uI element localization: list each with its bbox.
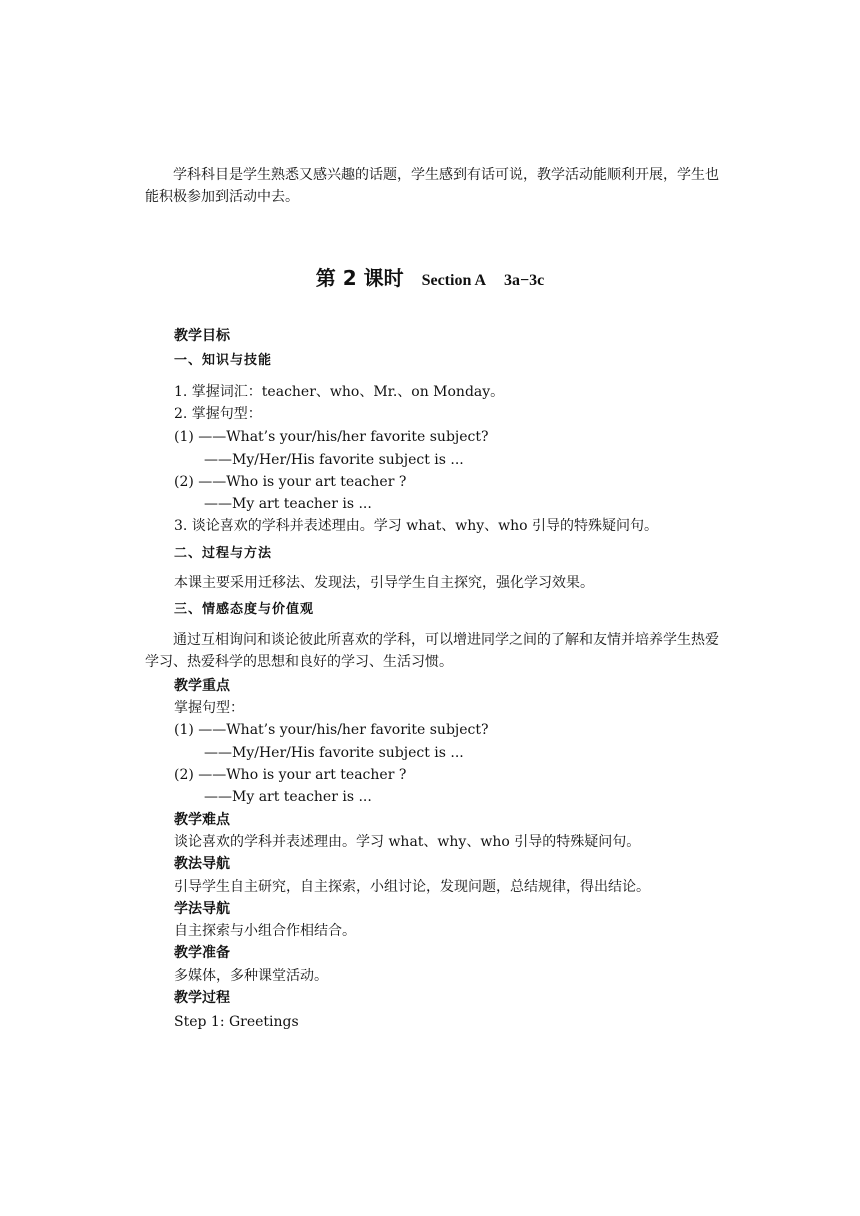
intro-text: 学科科目是学生熟悉又感兴趣的话题，学生感到有话可说，教学活动能顺利开展，学生也能积极参加到活动中去。 [145, 167, 719, 205]
sentence-2a: (2) ——Who is your art teacher ? [174, 474, 407, 490]
process-step1: Step 1: Greetings [174, 1014, 299, 1030]
objectives-part2-heading: 二、过程与方法 [174, 546, 273, 561]
sentence-1a: (1) ——What’s your/his/her favorite subject? [174, 429, 489, 445]
objectives-part1-heading: 一、知识与技能 [174, 353, 273, 368]
learning-method-text: 自主探索与小组合作相结合。 [174, 923, 356, 939]
objectives-part3-heading: 三、情感态度与价值观 [174, 602, 315, 617]
key-sentence-1b: ——My/Her/His favorite subject is ... [204, 745, 464, 761]
lesson-range: 3a−3c [504, 272, 545, 289]
preparation-text: 多媒体，多种课堂活动。 [174, 968, 328, 984]
sentence-1b: ——My/Her/His favorite subject is ... [204, 452, 464, 468]
objectives-part3-text: 通过互相询问和谈论彼此所喜欢的学科，可以增进同学之间的了解和友情并培养学生热爱学习、热爱科学的思想和良好的学习、生活习惯。 [145, 632, 719, 670]
lesson-title [0, 262, 860, 291]
objectives-item1: 1. 掌握词汇：teacher、who、Mr.、on Monday。 [174, 384, 505, 400]
preparation-heading: 教学准备 [174, 945, 230, 961]
objectives-heading: 教学目标 [174, 328, 230, 344]
sentence-2b: ——My art teacher is ... [204, 496, 372, 512]
key-sentence-1a: (1) ——What’s your/his/her favorite subject? [174, 722, 489, 738]
objectives-item3: 3. 谈论喜欢的学科并表述理由。学习 what、why、who 引导的特殊疑问句。 [174, 518, 659, 534]
objectives-part3-paragraph [145, 629, 730, 673]
intro-paragraph [145, 164, 730, 208]
objectives-part2-text: 本课主要采用迁移法、发现法，引导学生自主探究，强化学习效果。 [174, 575, 594, 591]
key-points-heading: 教学重点 [174, 678, 230, 694]
lesson-number: 第 2 课时 [315, 266, 404, 290]
key-sentence-2a: (2) ——Who is your art teacher ? [174, 767, 407, 783]
lesson-section: Section A [421, 272, 487, 289]
teaching-method-text: 引导学生自主研究，自主探索，小组讨论，发现问题，总结规律，得出结论。 [174, 879, 650, 895]
teaching-method-heading: 教法导航 [174, 856, 230, 872]
learning-method-heading: 学法导航 [174, 901, 230, 917]
key-points-intro: 掌握句型： [174, 700, 244, 716]
difficulties-text: 谈论喜欢的学科并表述理由。学习 what、why、who 引导的特殊疑问句。 [174, 834, 641, 850]
key-sentence-2b: ——My art teacher is ... [204, 789, 372, 805]
difficulties-heading: 教学难点 [174, 812, 230, 828]
objectives-item2: 2. 掌握句型： [174, 406, 262, 422]
process-heading: 教学过程 [174, 990, 230, 1006]
